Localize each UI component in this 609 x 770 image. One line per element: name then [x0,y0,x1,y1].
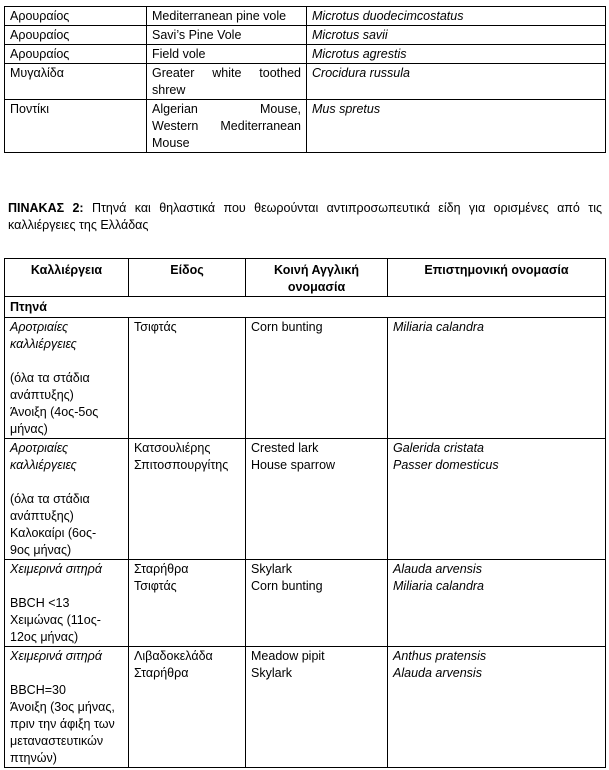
caption-line [8,200,602,217]
table-row [5,647,606,768]
spacer [10,474,123,491]
crop-name-line: Χειμερινά σιτηρά [10,649,102,663]
english-name-cell [246,318,388,439]
english-name: Skylark [251,562,292,576]
english-name-cell [246,439,388,560]
group-row [5,297,606,318]
table-row [5,560,606,647]
crop-stage-line: BBCH <13 [10,596,70,610]
table-row [5,439,606,560]
caption-text: Πτηνά και θηλαστικά που θεωρούνται αντιπροσωπευτικά είδη για ορισμένες από τις [91,201,602,215]
crop-name-line: Αροτριαίες [10,320,69,334]
table-header-row [5,259,606,297]
english-name-cell [147,64,307,100]
scientific-name: Alauda arvensis [393,666,482,680]
crop-cell [5,647,129,768]
crop-period-line: 12ος μήνας) [10,630,79,644]
scientific-name-cell [388,560,606,647]
scientific-name: Anthus pratensis [393,649,487,663]
mammals-table-continued [4,6,606,153]
scientific-name-cell: Microtus duodecimcostatus [307,7,606,26]
scientific-name-cell: Microtus savii [307,26,606,45]
crop-period-line: Καλοκαίρι (6ος- [10,526,97,540]
crop-period-line: μήνας) [10,422,48,436]
text-line: Western Mediterranean [152,119,301,133]
text-line: Algerian Mouse, [152,102,301,116]
birds-mammals-table [4,258,606,768]
spacer [10,665,123,682]
table-row [5,318,606,439]
header-species: Είδος [129,259,246,297]
english-name-cell [246,647,388,768]
text-line: shrew [152,83,186,97]
header-english-name [246,259,388,297]
animal-cell: Μυγαλίδα [5,64,147,100]
crop-stage-line: (όλα τα στάδια [10,492,90,506]
english-name: Skylark [251,666,292,680]
table-row [5,100,606,153]
species-cell [129,318,246,439]
crop-period-line: πριν την άφιξη των [10,717,115,731]
spacer [10,353,123,370]
species-name: Κατσουλιέρης [134,441,211,455]
header-line: Κοινή Αγγλική [274,263,359,277]
crop-cell [5,560,129,647]
species-cell [129,439,246,560]
table-row [5,26,606,45]
english-name: Meadow pipit [251,649,325,663]
text-line: Greater white toothed [152,66,301,80]
english-name: Crested lark [251,441,319,455]
species-cell [129,560,246,647]
crop-period-line: 9ος μήνας) [10,543,72,557]
species-cell [129,647,246,768]
table-row [5,45,606,64]
crop-name-line: καλλιέργειες [10,458,77,472]
animal-cell: Αρουραίος [5,26,147,45]
scientific-name-cell [388,647,606,768]
scientific-name-cell: Crocidura russula [307,64,606,100]
crop-period-line: Άνοιξη (4ος-5ος [10,405,99,419]
table-caption [8,200,602,234]
crop-cell [5,318,129,439]
english-name-cell [246,560,388,647]
species-name: Λιβαδοκελάδα [134,649,213,663]
header-scientific-name: Επιστημονική ονομασία [388,259,606,297]
scientific-name: Miliaria calandra [393,579,485,593]
english-name-cell [147,100,307,153]
species-name: Σπιτοσπουργίτης [134,458,229,472]
table-row [5,64,606,100]
caption-label: ΠΙΝΑΚΑΣ 2: [8,201,84,215]
table-row [5,7,606,26]
group-label-birds: Πτηνά [5,297,606,318]
english-name-cell: Mediterranean pine vole [147,7,307,26]
crop-period-line: μεταναστευτικών [10,734,104,748]
scientific-name-cell [388,439,606,560]
scientific-name: Passer domesticus [393,458,499,472]
spacer [10,578,123,595]
crop-name-line: καλλιέργειες [10,337,77,351]
species-name: Σταρήθρα [134,562,189,576]
animal-cell: Αρουραίος [5,7,147,26]
crop-stage-line: ανάπτυξης) [10,388,74,402]
scientific-name: Miliaria calandra [393,320,485,334]
english-name: House sparrow [251,458,336,472]
text-line: Mouse [152,136,190,150]
english-name: Corn bunting [251,579,323,593]
english-name-cell: Field vole [147,45,307,64]
english-name-cell: Savi’s Pine Vole [147,26,307,45]
caption-line: καλλιέργειες της Ελλάδας [8,218,149,232]
crop-name-line: Χειμερινά σιτηρά [10,562,102,576]
crop-period-line: Χειμώνας (11ος- [10,613,101,627]
scientific-name-cell: Microtus agrestis [307,45,606,64]
animal-cell: Αρουραίος [5,45,147,64]
english-name: Corn bunting [251,320,323,334]
crop-stage-line: (όλα τα στάδια [10,371,90,385]
crop-name-line: Αροτριαίες [10,441,69,455]
species-name: Σταρήθρα [134,666,189,680]
header-crop: Καλλιέργεια [5,259,129,297]
species-name: Τσιφτάς [134,579,177,593]
species-name: Τσιφτάς [134,320,177,334]
animal-cell: Ποντίκι [5,100,147,153]
crop-cell [5,439,129,560]
crop-period-line: πτηνών) [10,751,57,765]
header-line: ονομασία [287,280,346,294]
crop-stage-line: ανάπτυξης) [10,509,74,523]
scientific-name-cell: Mus spretus [307,100,606,153]
scientific-name: Galerida cristata [393,441,485,455]
crop-stage-line: BBCH=30 [10,683,66,697]
scientific-name-cell [388,318,606,439]
scientific-name: Alauda arvensis [393,562,482,576]
crop-period-line: Άνοιξη (3ος μήνας, [10,700,115,714]
